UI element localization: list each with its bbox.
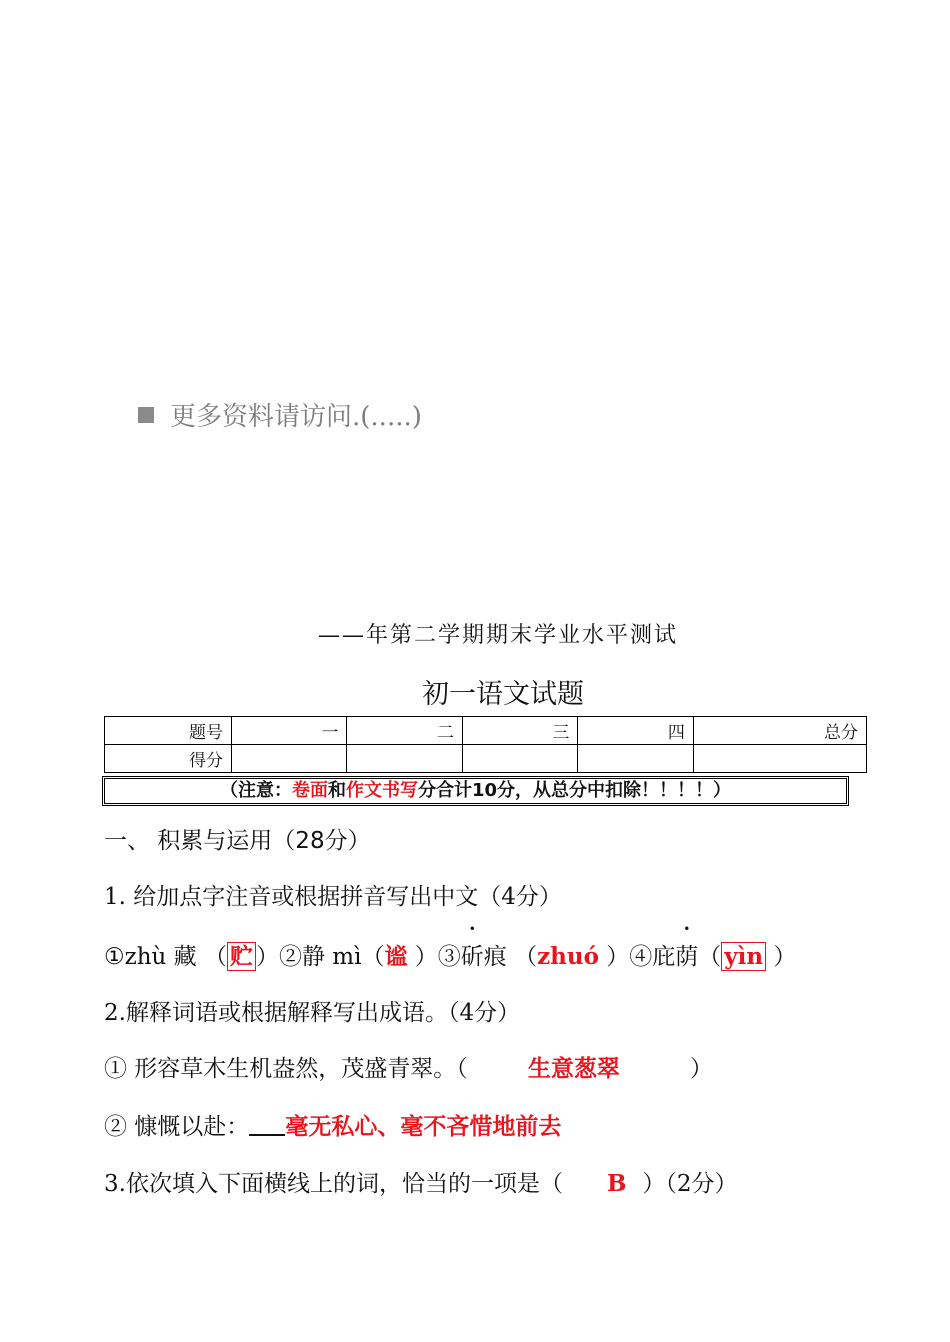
score-cell[interactable] bbox=[693, 745, 866, 773]
table-cell: 四 bbox=[578, 717, 693, 745]
notice-highlight: 作文书写 bbox=[345, 780, 418, 801]
answer: 贮 bbox=[227, 942, 256, 971]
table-cell: 题号 bbox=[105, 717, 232, 745]
answer: B bbox=[606, 1170, 627, 1197]
section-title: 一、 积累与运用（28分） bbox=[104, 828, 371, 854]
answer: 谧 bbox=[384, 943, 408, 970]
table-cell: 得分 bbox=[105, 745, 232, 773]
exam-title: 初一语文试题 bbox=[422, 679, 584, 710]
table-cell: 二 bbox=[347, 717, 462, 745]
score-cell[interactable] bbox=[232, 745, 347, 773]
square-bullet-icon bbox=[138, 407, 154, 423]
item-text: ） bbox=[256, 944, 279, 970]
table-cell: 一 bbox=[232, 717, 347, 745]
notice-text: 分合计10分，从总分中扣除！！！！） bbox=[417, 780, 732, 801]
answer: 生意葱翠 bbox=[527, 1056, 620, 1082]
item-text: ③ bbox=[437, 944, 461, 970]
item-text: ④庇 bbox=[629, 944, 676, 970]
table-cell: 三 bbox=[462, 717, 577, 745]
item-text: ） bbox=[598, 944, 630, 970]
item-text: ② 慷慨以赴： bbox=[104, 1114, 250, 1140]
item-text: ）（2分） bbox=[642, 1171, 738, 1197]
score-cell[interactable] bbox=[347, 745, 462, 773]
table-cell: 总分 bbox=[693, 717, 866, 745]
item-text: 3.依次填入下面横线上的词，恰当的一项是（ bbox=[104, 1171, 563, 1197]
item-text: ） bbox=[766, 944, 797, 970]
item-text: ②静 mì（ bbox=[279, 944, 385, 970]
notice-highlight: 卷面 bbox=[291, 780, 328, 801]
dotted-character: 斫 bbox=[460, 944, 484, 970]
table-row bbox=[105, 717, 867, 745]
question-3-prompt bbox=[104, 1165, 738, 1198]
item-text: ① 形容草木生机盎然，茂盛青翠。（ bbox=[104, 1056, 468, 1082]
answer: zhuó bbox=[537, 943, 599, 970]
notice-text: （注意： bbox=[219, 780, 292, 801]
score-cell[interactable] bbox=[462, 745, 577, 773]
score-table bbox=[104, 716, 867, 773]
question-2-item-a bbox=[104, 1050, 713, 1083]
item-text: ） bbox=[407, 944, 438, 970]
table-row bbox=[105, 745, 867, 773]
item-text: ①zhù 藏 （ bbox=[104, 944, 227, 970]
ad-text: 更多资料请访问.(.....) bbox=[170, 402, 422, 432]
ad-line bbox=[138, 396, 422, 433]
answer: yìn bbox=[721, 942, 766, 971]
question-2-item-b bbox=[104, 1108, 561, 1141]
item-text: ） bbox=[689, 1056, 713, 1082]
answer-underline bbox=[249, 1134, 285, 1136]
score-cell[interactable] bbox=[578, 745, 693, 773]
item-text: 痕 （ bbox=[483, 944, 538, 970]
exam-subtitle: ——年第二学期期末学业水平测试 bbox=[318, 623, 679, 648]
question-2-prompt: 2.解释词语或根据解释写出成语。（4分） bbox=[104, 1000, 521, 1026]
item-text: （ bbox=[698, 944, 722, 970]
question-1-items bbox=[104, 938, 796, 971]
dotted-character: 荫 bbox=[675, 944, 699, 970]
notice-text: 和 bbox=[327, 780, 346, 801]
notice-box bbox=[104, 778, 847, 804]
question-1-prompt: 1. 给加点字注音或根据拼音写出中文（4分） bbox=[104, 884, 562, 910]
answer: 毫无私心、毫不吝惜地前去 bbox=[285, 1114, 562, 1140]
